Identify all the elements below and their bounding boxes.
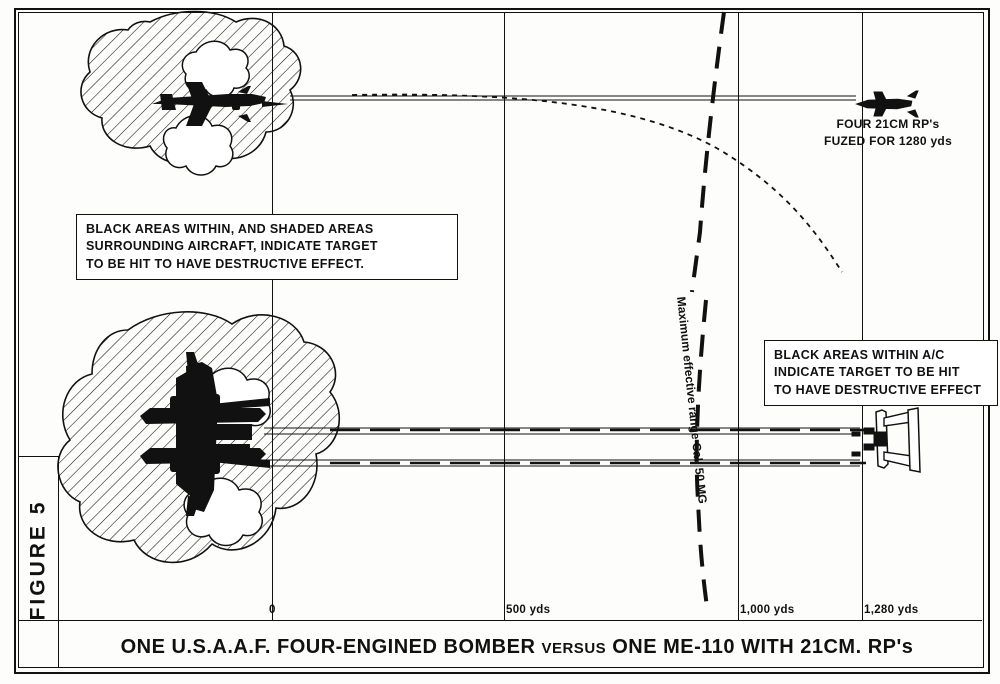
callout-lower: [764, 340, 998, 406]
rp-fuze-annotation: [798, 116, 978, 151]
callout-upper-line2: SURROUNDING AIRCRAFT, INDICATE TARGET: [86, 239, 378, 254]
figure-label-text: FIGURE 5: [26, 499, 50, 621]
callout-lower-line3: TO HAVE DESTRUCTIVE EFFECT: [774, 382, 982, 397]
figure-title-bar: [56, 627, 978, 667]
figure-title-versus: VERSUS: [541, 639, 607, 657]
axis-tick-1000: 1,000 yds: [740, 604, 795, 616]
max-effective-range-curve-upper: [692, 12, 724, 292]
figure-title-main: ONE U.S.A.A.F. FOUR-ENGINED BOMBER: [120, 635, 542, 658]
callout-upper: [76, 214, 458, 280]
callout-upper-line3: TO BE HIT TO HAVE DESTRUCTIVE EFFECT.: [86, 256, 365, 271]
callout-upper-line1: BLACK AREAS WITHIN, AND SHADED AREAS: [86, 222, 374, 236]
axis-tick-0: 0: [269, 604, 276, 616]
rp-fuze-line1: FOUR 21CM RP's: [836, 117, 940, 131]
rp-fuze-line2: FUZED FOR 1280 yds: [823, 134, 953, 149]
callout-lower-line1: BLACK AREAS WITHIN A/C: [774, 348, 945, 362]
figure-label: [18, 460, 58, 660]
axis-tick-1280: 1,280 yds: [864, 604, 919, 616]
figure-title: [121, 636, 914, 659]
callout-lower-line2: INDICATE TARGET TO BE HIT: [774, 365, 960, 380]
max-effective-range-label: Maximum effective range Cal. 50 MG: [674, 296, 710, 505]
figure-title-tail: ONE ME-110 WITH 21CM. RP's: [606, 635, 914, 658]
axis-tick-500: 500 yds: [506, 604, 551, 616]
gunfire-lines-lower: [264, 428, 866, 466]
me110-firing-upper: [856, 91, 918, 117]
